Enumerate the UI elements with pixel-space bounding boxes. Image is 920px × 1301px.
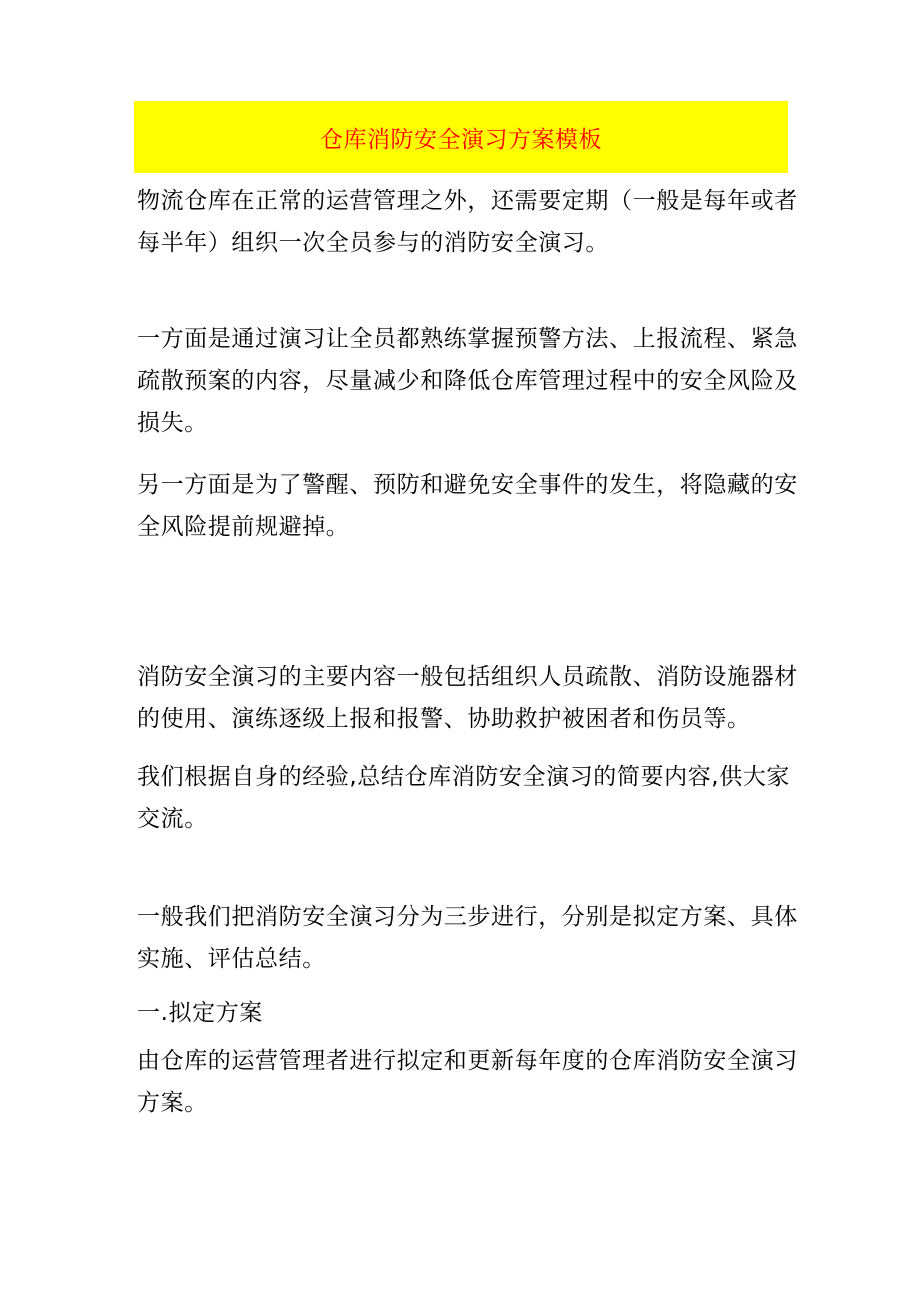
text-line: 方案。 — [137, 1090, 208, 1116]
document-title: 仓库消防安全演习方案模板 — [320, 126, 602, 153]
text-line: 由仓库的运营管理者进行拟定和更新每年度的仓库消防安全演习 — [137, 1048, 798, 1074]
heading-text: 一.拟定方案 — [137, 1000, 263, 1026]
paragraph-plan-owner — [137, 1040, 798, 1124]
text-line: 物流仓库在正常的运营管理之外，还需要定期（一般是每年或者 — [137, 188, 798, 214]
text-line: 我们根据自身的经验,总结仓库消防安全演习的简要内容,供大家 — [137, 764, 791, 790]
title-banner — [134, 101, 788, 173]
text-line: 全风险提前规避掉。 — [137, 514, 350, 540]
paragraph-experience — [137, 756, 791, 840]
text-line: 另一方面是为了警醒、预防和避免安全事件的发生，将隐藏的安 — [137, 472, 798, 498]
paragraph-purpose-two — [137, 464, 798, 548]
text-line: 消防安全演习的主要内容一般包括组织人员疏散、消防设施器材 — [137, 664, 798, 690]
paragraph-main-content — [137, 656, 798, 740]
text-line: 损失。 — [137, 410, 208, 436]
section-heading-plan — [137, 992, 791, 1034]
text-line: 一般我们把消防安全演习分为三步进行，分别是拟定方案、具体 — [137, 904, 798, 930]
paragraph-purpose-one — [137, 318, 798, 444]
text-line: 的使用、演练逐级上报和报警、协助救护被困者和伤员等。 — [137, 706, 751, 732]
paragraph-intro — [137, 180, 798, 264]
paragraph-steps — [137, 896, 798, 980]
text-line: 实施、评估总结。 — [137, 946, 326, 972]
text-line: 疏散预案的内容，尽量减少和降低仓库管理过程中的安全风险及 — [137, 368, 798, 394]
text-line: 每半年）组织一次全员参与的消防安全演习。 — [137, 230, 609, 256]
text-line: 交流。 — [137, 806, 208, 832]
text-line: 一方面是通过演习让全员都熟练掌握预警方法、上报流程、紧急 — [137, 326, 798, 352]
